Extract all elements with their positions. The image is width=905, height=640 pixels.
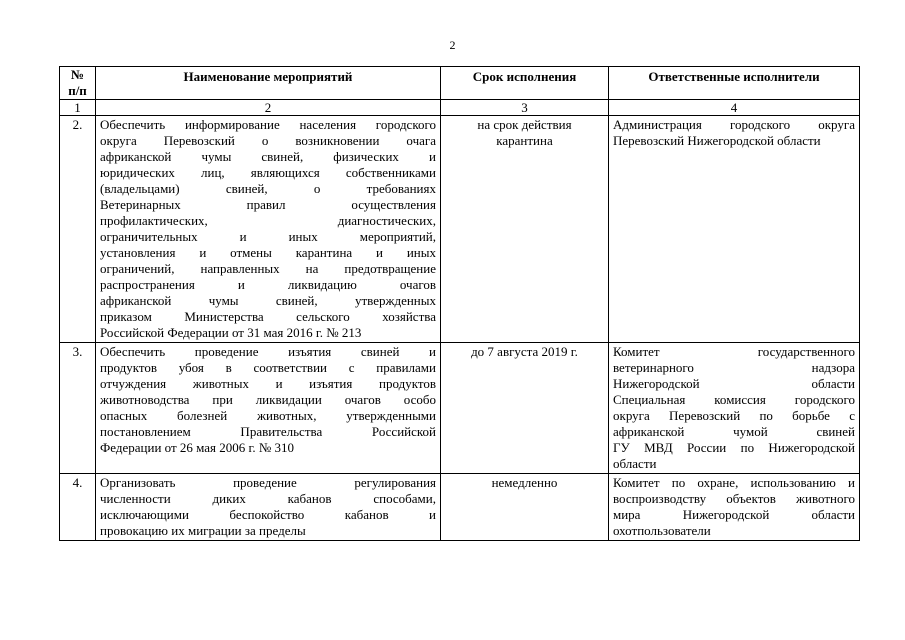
measure-name-line: (владельцами) свиней, о требованиях bbox=[100, 181, 436, 196]
measure-name-line: ограничений, направленных на предотвращение bbox=[100, 261, 436, 276]
header-number-line: № bbox=[70, 67, 85, 82]
deadline-line: до 7 августа 2019 г. bbox=[471, 344, 578, 359]
responsible bbox=[609, 116, 860, 343]
measure-name-line: Федерации от 26 мая 2006 г. № 310 bbox=[100, 440, 295, 455]
header-number-line: п/п bbox=[68, 83, 87, 98]
responsible-line: Комитет государственного bbox=[613, 344, 855, 359]
measure-name-line: приказом Министерства сельского хозяйства bbox=[100, 309, 436, 324]
measure-name-line: опасных болезней животных, утвержденными bbox=[100, 408, 436, 423]
header-name: Наименование мероприятий bbox=[96, 67, 441, 100]
responsible-line: Администрация городского округа bbox=[613, 117, 855, 132]
responsible-line: охотпользователи bbox=[613, 523, 711, 538]
column-index: 3 bbox=[441, 100, 609, 116]
measure-name-line: провокацию их миграции за пределы bbox=[100, 523, 306, 538]
responsible-line: ветеринарного надзора bbox=[613, 360, 855, 375]
responsible-line: воспроизводству объектов животного bbox=[613, 491, 855, 506]
measure-name bbox=[96, 343, 441, 474]
measure-name bbox=[96, 474, 441, 541]
table-row bbox=[60, 116, 860, 343]
responsible bbox=[609, 474, 860, 541]
responsible-line: Перевозский Нижегородской области bbox=[613, 133, 821, 148]
measure-name-line: Российской Федерации от 31 мая 2016 г. № 213 bbox=[100, 325, 362, 340]
deadline bbox=[441, 474, 609, 541]
responsible-line: Нижегородской области bbox=[613, 376, 855, 391]
table-header-row bbox=[60, 67, 860, 100]
responsible bbox=[609, 343, 860, 474]
deadline-line: карантина bbox=[496, 133, 553, 148]
column-index-row bbox=[60, 100, 860, 116]
measures-table bbox=[59, 66, 860, 541]
measure-name-line: Организовать проведение регулирования bbox=[100, 475, 436, 490]
measure-name-line: численности диких кабанов способами, bbox=[100, 491, 436, 506]
measure-name-line: юридических лиц, являющихся собственниками bbox=[100, 165, 436, 180]
page-number: 2 bbox=[449, 38, 456, 52]
table-row bbox=[60, 343, 860, 474]
measure-name-line: распространения и ликвидацию очагов bbox=[100, 277, 436, 292]
row-number: 2. bbox=[60, 116, 96, 343]
measure-name-line: установления и отмены карантина и иных bbox=[100, 245, 436, 260]
measure-name-line: африканской чумы свиней, утвержденных bbox=[100, 293, 436, 308]
header-number bbox=[60, 67, 96, 100]
column-index: 2 bbox=[96, 100, 441, 116]
measure-name-line: животноводства при ликвидации очагов особо bbox=[100, 392, 436, 407]
measure-name-line: Обеспечить проведение изъятия свиней и bbox=[100, 344, 436, 359]
measure-name-line: ограничительных и иных мероприятий, bbox=[100, 229, 436, 244]
deadline-line: немедленно bbox=[491, 475, 558, 490]
responsible-line: Специальная комиссия городского bbox=[613, 392, 855, 407]
responsible-line: ГУ МВД России по Нижегородской bbox=[613, 440, 855, 455]
measure-name-line: отчуждения животных и изъятия продуктов bbox=[100, 376, 436, 391]
measure-name-line: продуктов убоя в соответствии с правилами bbox=[100, 360, 436, 375]
row-number: 3. bbox=[60, 343, 96, 474]
measure-name-line: африканской чумы свиней, физических и bbox=[100, 149, 436, 164]
measure-name-line: Ветеринарных правил осуществления bbox=[100, 197, 436, 212]
row-number: 4. bbox=[60, 474, 96, 541]
header-responsible: Ответственные исполнители bbox=[609, 67, 860, 100]
measure-name-line: постановлением Правительства Российской bbox=[100, 424, 436, 439]
header-deadline: Срок исполнения bbox=[441, 67, 609, 100]
column-index: 1 bbox=[60, 100, 96, 116]
deadline bbox=[441, 116, 609, 343]
table-row bbox=[60, 474, 860, 541]
responsible-line: Комитет по охране, использованию и bbox=[613, 475, 855, 490]
responsible-line: африканской чумой свиней bbox=[613, 424, 855, 439]
column-index: 4 bbox=[609, 100, 860, 116]
measure-name-line: округа Перевозский о возникновении очага bbox=[100, 133, 436, 148]
measure-name-line: исключающими беспокойство кабанов и bbox=[100, 507, 436, 522]
responsible-line: мира Нижегородской области bbox=[613, 507, 855, 522]
measure-name-line: Обеспечить информирование населения городского bbox=[100, 117, 436, 132]
responsible-line: округа Перевозский по борьбе с bbox=[613, 408, 855, 423]
measure-name bbox=[96, 116, 441, 343]
deadline bbox=[441, 343, 609, 474]
deadline-line: на срок действия bbox=[477, 117, 572, 132]
measure-name-line: профилактических, диагностических, bbox=[100, 213, 436, 228]
responsible-line: области bbox=[613, 456, 657, 471]
